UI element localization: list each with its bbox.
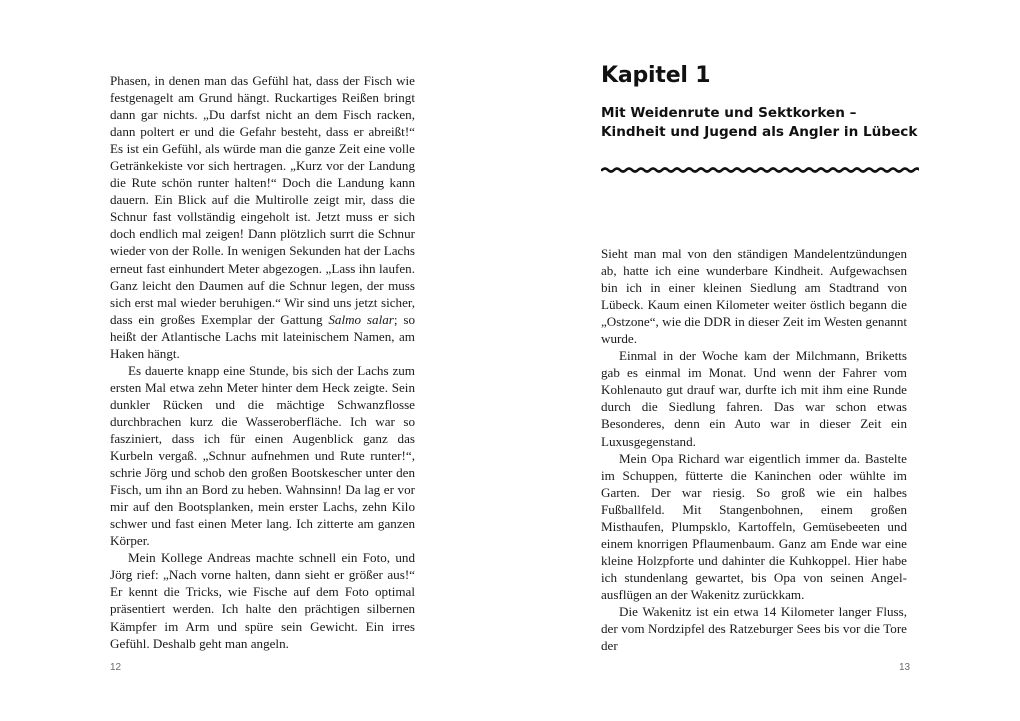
- paragraph: Mein Opa Richard war eigentlich immer da. Bastelte im Schuppen, fütterte die Kaninchen oder wühlte im Garten. Der war riesig. So groß wie ein halbes Fußballfeld. Mit Stangenbohnen, einem großen Misthaufen, Plumpsklo, Kartoffeln, Gemüsebeeten und einem knorrigen Pflaumenbaum. Ganz am Ende war eine kleine Holzpforte und dahinter die Kuhkoppel. Hier habe ich stundenlang gewartet, bis Opa von seinen Angelausflügen an der Wakenitz zurückkam.: [601, 450, 907, 602]
- page-number-right: 13: [899, 662, 911, 673]
- subtitle-line: Mit Weidenrute und Sektkorken –: [601, 105, 857, 121]
- wave-divider: [601, 163, 919, 177]
- paragraph-text: Phasen, in denen man das Gefühl hat, dass der Fisch wie festgenagelt am Grund hängt. Ruckartiges Reißen bringt dann gar nichts. „Du darfst nicht an dem Fisch racken, dann poltert er und die Gefahr besteht, dass er abreißt!“ Es ist ein Gefühl, als würde man die ganze Zeit eine volle Getränkekiste vor sich hertragen. „Kurz vor der Landung die Rute schön runter halten!“ Doch die Landung kann dauern. Ein Blick auf die Multirolle zeigt mir, dass die Schnur fast vollständig eingeholt ist. Jetzt muss er sich doch endlich mal zeigen! Dann plötzlich surrt die Schnur wieder von der Rolle. In wenigen Sekunden hat der Lachs erneut fast einhundert Meter abgezogen. „Lass ihn laufen. Ganz leicht den Daumen auf die Schnur legen, der muss sich erst mal wieder beruhigen.“ Wir sind uns jetzt sicher, dass ein großes Exemplar der Gattung: [110, 73, 415, 327]
- left-body-text: [110, 72, 415, 652]
- chapter-title: Kapitel 1: [601, 63, 711, 88]
- wave-line: [602, 169, 919, 172]
- paragraph: Es dauerte knapp eine Stunde, bis sich der Lachs zum ersten Mal etwa zehn Meter hinter dem Heck zeigte. Sein dunkler Rücken und die mächtige Schwanzflosse durchbrachen kurz die Wasseroberfläche. Ich war so fasziniert, dass ich für einen Augenblick ganz das Kurbeln vergaß. „Schnur aufnehmen und Rute runter!“, schrie Jörg und schob den großen Bootskescher unter den Fisch, um ihn an Bord zu heben. Wahnsinn! Da lag er vor mir auf den Bootsplanken, mein erster Lachs, zehn Kilo schwer und fast einen Meter lang. Ich zitterte am ganzen Körper.: [110, 362, 415, 549]
- right-body-text: [601, 245, 907, 654]
- page-number-left: 12: [110, 662, 122, 673]
- paragraph: Die Wakenitz ist ein etwa 14 Kilometer langer Fluss, der vom Nordzipfel des Ratzeburger Sees bis vor die Tore der: [601, 603, 907, 654]
- species-name: Salmo salar: [328, 311, 394, 327]
- right-page: [510, 0, 1020, 721]
- paragraph: Einmal in der Woche kam der Milchmann, Briketts gab es einmal im Monat. Und wenn der Fahrer vom Kohlenauto gut drauf war, durfte ich mit ihm eine Runde durch die Siedlung fahren. Das war schon etwas Besonderes, denn ein Auto war in dieser Zeit ein Luxusgegenstand.: [601, 348, 907, 449]
- paragraph-text: ; so heißt der Atlantische Lachs mit lateinischem Namen, am Haken hängt.: [110, 311, 415, 361]
- paragraph: [110, 72, 415, 362]
- chapter-subtitle: [601, 104, 921, 142]
- subtitle-line: Kindheit und Jugend als Angler in Lübeck: [601, 124, 918, 140]
- paragraph: Sieht man mal von den ständigen Mandelentzündungen ab, hatte ich eine wunderbare Kindheit. Aufgewachsen bin ich in einer kleinen Siedlung am Stadtrand von Lübeck. Kaum einen Kilometer weiter östlich begann die „Ostzone“, wie die DDR in dieser Zeit im Westen genannt wurde.: [601, 246, 907, 347]
- paragraph: Mein Kollege Andreas machte schnell ein Foto, und Jörg rief: „Nach vorne halten, dann sieht er größer aus!“ Er kennt die Tricks, wie Fische auf dem Foto optimal präsentiert werden. Ich halte den prächtigen silbernen Kämpfer im Arm und spüre sein Gewicht. Ein irres Gefühl. Deshalb geht man angeln.: [110, 550, 415, 651]
